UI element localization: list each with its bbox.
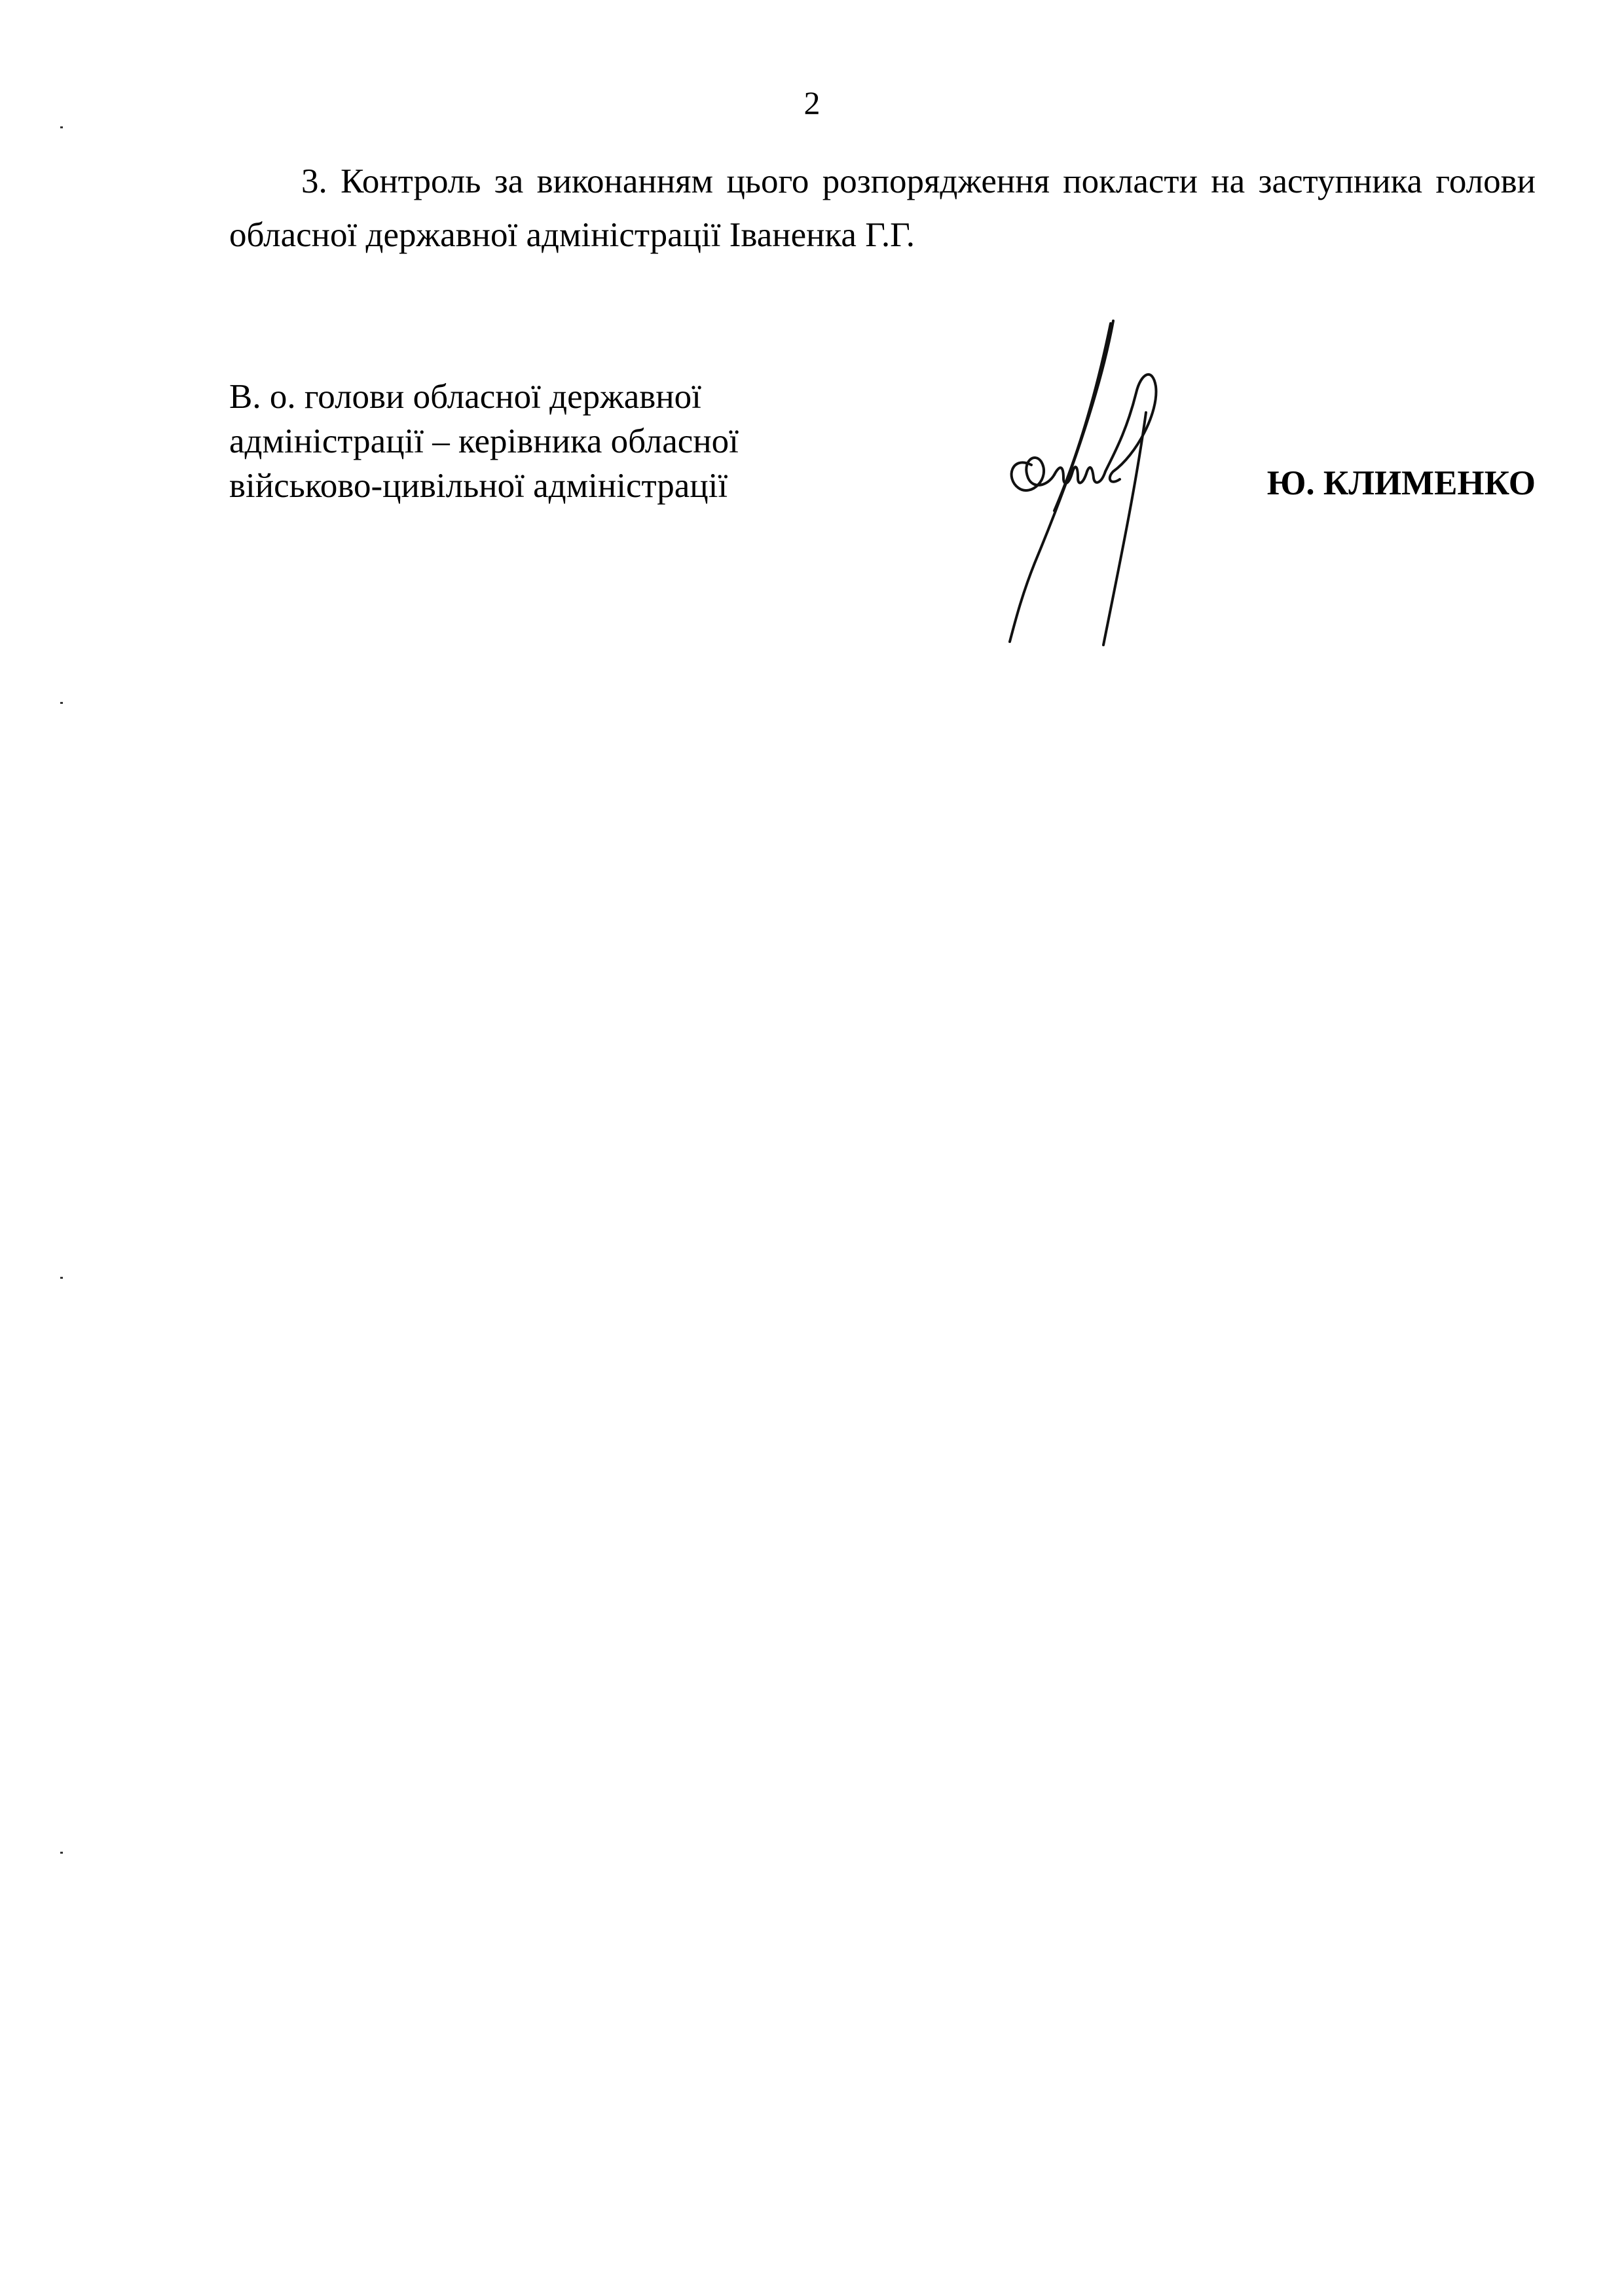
position-line: В. о. голови обласної державної [229,378,701,416]
margin-mark [60,1852,63,1854]
position-line: адміністрації – керівника обласної [229,422,739,460]
margin-mark [60,702,63,704]
paragraph-3: 3. Контроль за виконанням цього розпорядження покласти на заступника голови обласної державної адміністрації Іваненка Г.Г. [229,162,1536,254]
margin-mark [60,126,63,128]
position-line: військово-цивільної адміністрації [229,467,728,505]
page-number: 2 [803,84,821,121]
signer-name: Ю. КЛИМЕНКО [1266,464,1536,502]
handwritten-signature [995,314,1192,655]
margin-mark [60,1277,63,1279]
signatory-position [229,375,884,508]
